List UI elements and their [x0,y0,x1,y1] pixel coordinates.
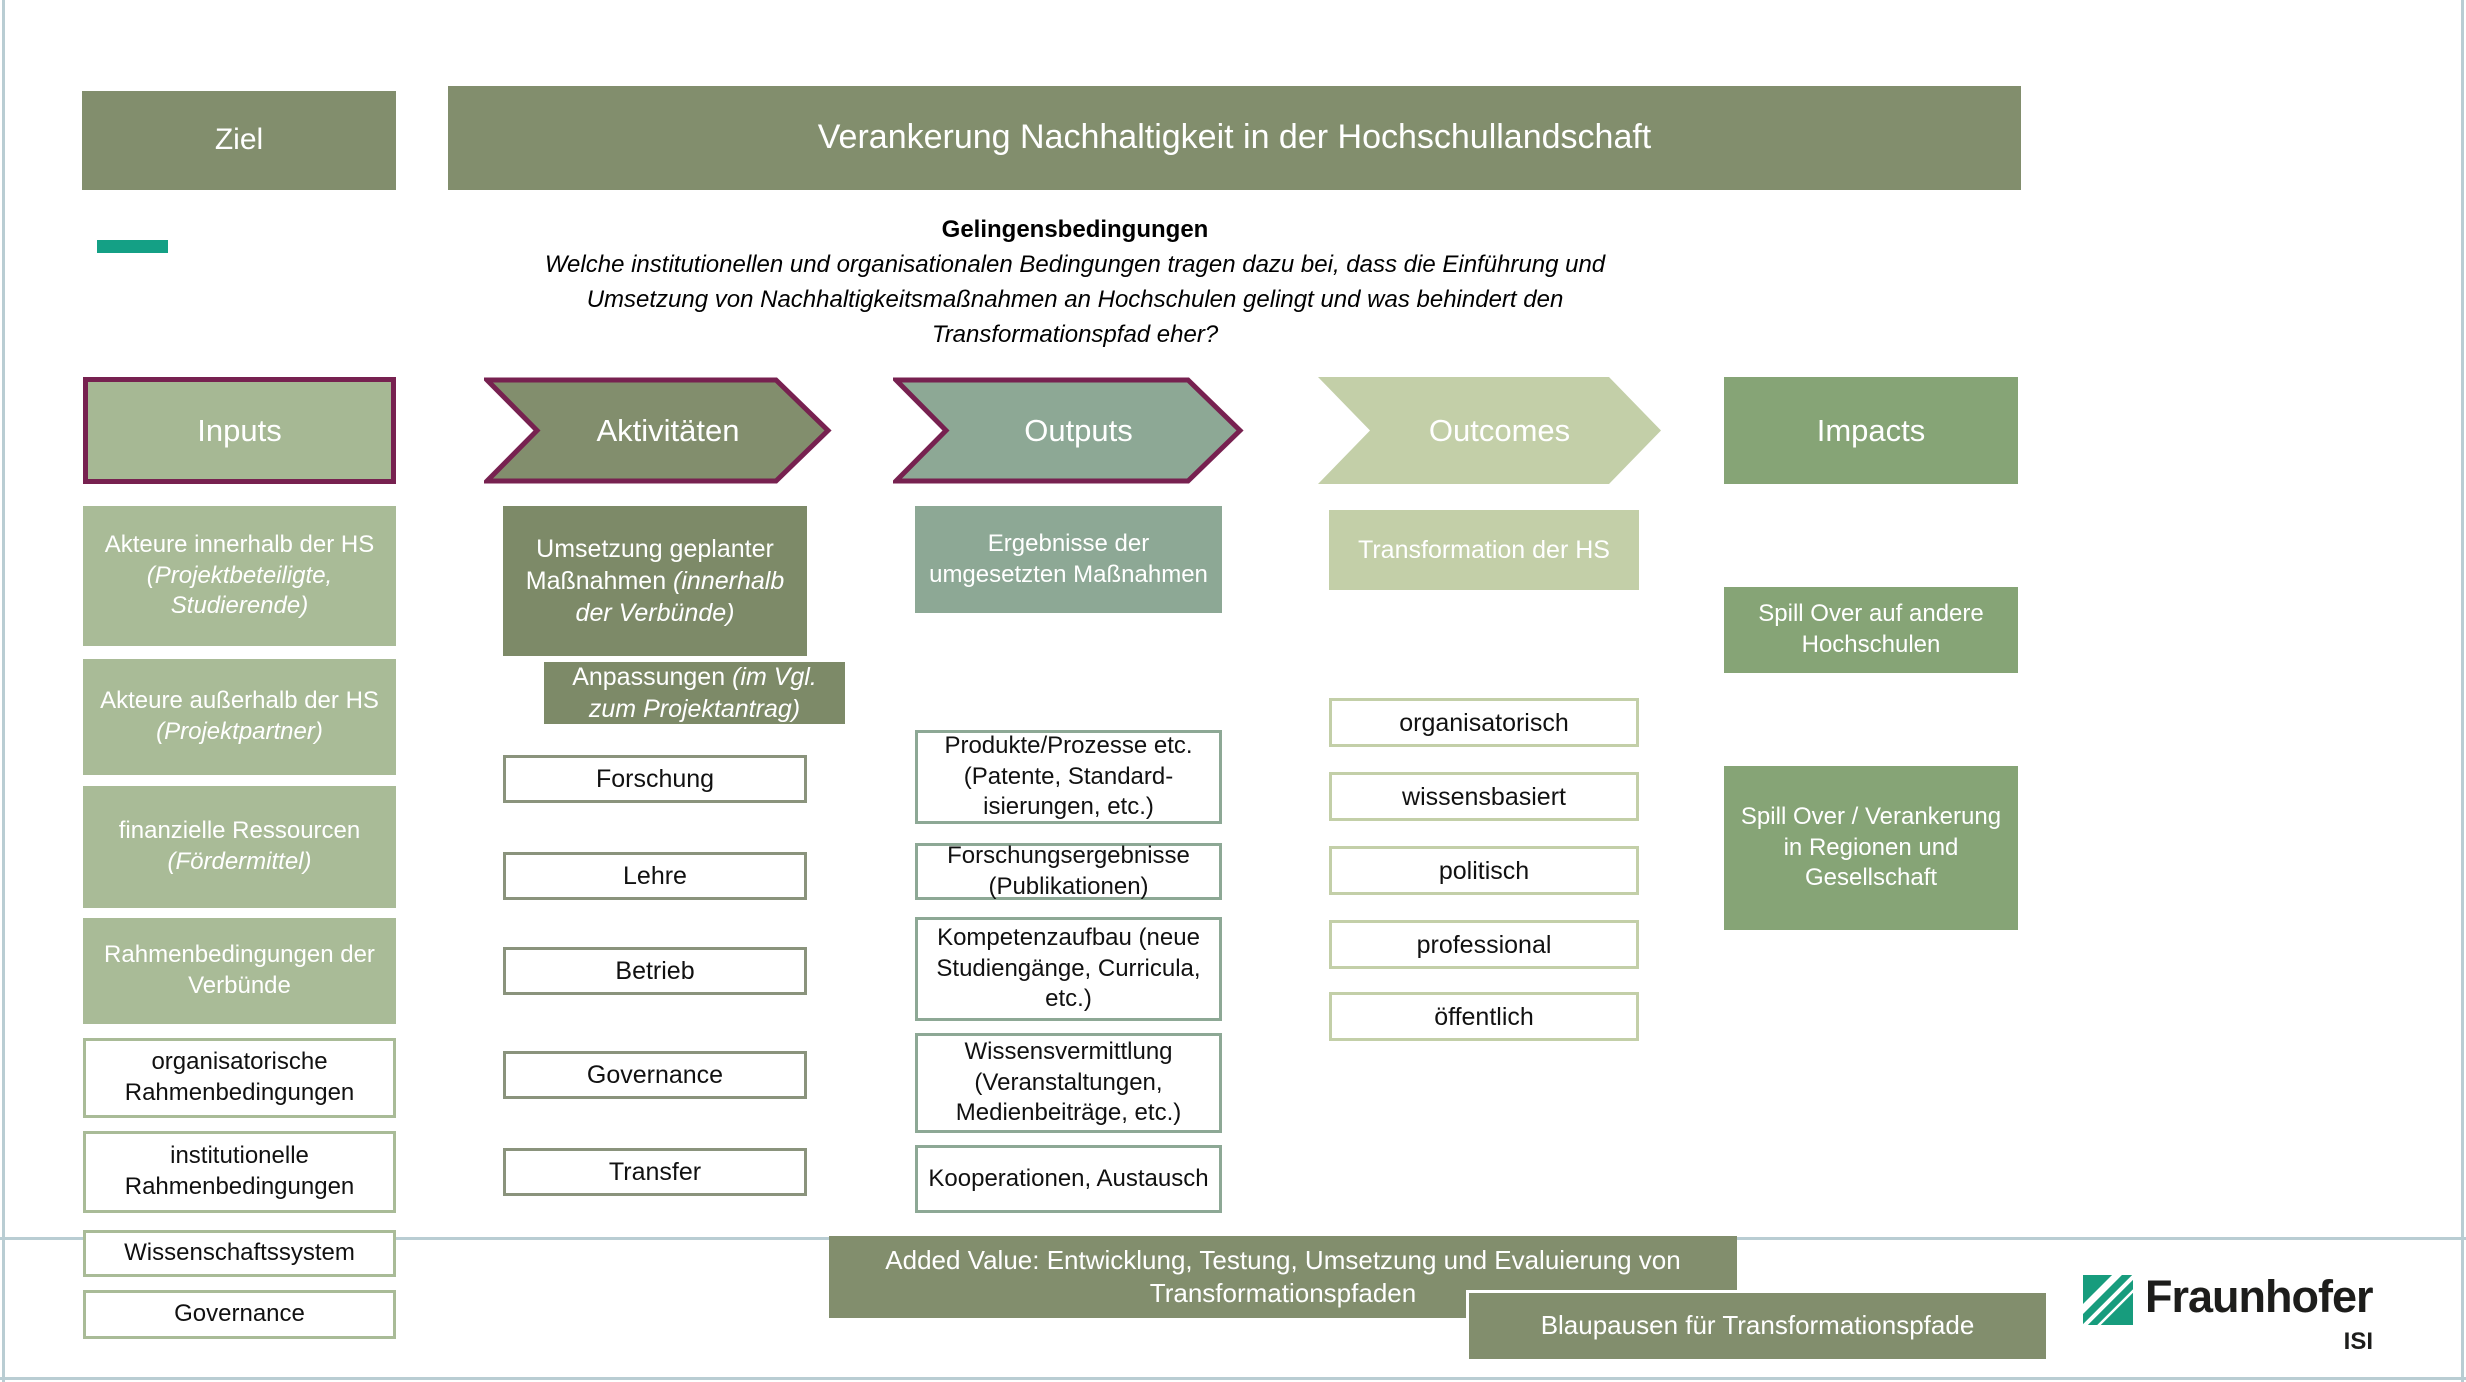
blueprints-bar: Blaupausen für Transformationspfade [1466,1290,2046,1359]
teal-accent-dash [97,240,168,253]
stage-outputs-label: Outputs [1024,412,1133,448]
fraunhofer-logo [2083,1270,2375,1360]
input-box-finanzielle-ressourcen: finanzielle Ressourcen (Fördermittel) [83,786,396,908]
frame-bottom-border [0,1377,2466,1380]
input-box-akteure-innerhalb: Akteure innerhalb der HS (Projektbeteiligte, Studierende) [83,506,396,646]
output-box-forschungsergebnisse: Forschungsergebnisse (Publikationen) [915,843,1222,900]
ziel-box [82,91,396,190]
impact-box-spillover-regionen: Spill Over / Verankerung in Regionen und Gesellschaft [1724,766,2018,930]
input-box-akteure-ausserhalb: Akteure außerhalb der HS (Projektpartner) [83,659,396,775]
conditions-heading: Gelingensbedingungen [941,216,1209,243]
output-box-ergebnisse: Ergebnisse der umgesetzten Maßnahmen [915,506,1222,613]
activity-box-lehre: Lehre [503,852,807,900]
output-box-produkte: Produkte/Prozesse etc. (Patente, Standard-isierungen, etc.) [915,730,1222,824]
activity-box-transfer: Transfer [503,1148,807,1196]
frame-right-border [2461,0,2464,1382]
frame-left-border [2,0,5,1382]
outcome-box-transformation: Transformation der HS [1329,510,1639,590]
input-box-institutionelle: institutionelle Rahmenbedingungen [83,1131,396,1213]
input-box-wissenschaftssystem: Wissenschaftssystem [83,1230,396,1277]
stage-aktivitaeten-label: Aktivitäten [596,412,740,448]
outcome-box-oeffentlich: öffentlich [1329,992,1639,1041]
goal-title-banner [448,86,2021,190]
activity-box-betrieb: Betrieb [503,947,807,995]
activity-box-forschung: Forschung [503,755,807,803]
fraunhofer-isi-label: ISI [2343,1328,2373,1355]
fraunhofer-wordmark: Fraunhofer [2145,1271,2373,1322]
outcome-box-politisch: politisch [1329,846,1639,895]
ziel-label: Ziel [214,123,264,157]
outcome-box-professional: professional [1329,920,1639,969]
stage-aktivitaeten [484,377,832,484]
impact-box-spillover-hochschulen: Spill Over auf andere Hochschulen [1724,587,2018,673]
output-box-wissensvermittlung: Wissensvermittlung (Veranstaltungen, Medienbeiträge, etc.) [915,1033,1222,1133]
stage-impacts [1724,377,2018,484]
output-box-kompetenzaufbau: Kompetenzaufbau (neue Studiengänge, Curricula, etc.) [915,917,1222,1021]
input-box-governance: Governance [83,1290,396,1339]
stage-inputs [83,377,396,484]
stage-impacts-label: Impacts [1816,412,1926,448]
goal-title: Verankerung Nachhaltigkeit in der Hochschullandschaft [817,118,1652,157]
input-box-organisatorische: organisatorische Rahmenbedingungen [83,1038,396,1118]
stage-outcomes [1318,377,1661,484]
stage-inputs-label: Inputs [197,412,282,448]
added-value-bar: Added Value: Entwicklung, Testung, Umsetzung und Evaluierung von Transformationspfaden [829,1236,1737,1318]
fraunhofer-logo-icon [2083,1275,2133,1325]
activity-box-governance: Governance [503,1051,807,1099]
stage-outcomes-label: Outcomes [1428,412,1571,448]
input-box-rahmenbedingungen-verbuende: Rahmenbedingungen der Verbünde [83,918,396,1024]
activity-box-anpassungen: Anpassungen (im Vgl. zum Projektantrag) [541,659,848,727]
output-box-kooperationen: Kooperationen, Austausch [915,1145,1222,1213]
outcome-box-wissensbasiert: wissensbasiert [1329,772,1639,821]
conditions-block [490,212,1660,352]
conditions-question: Welche institutionellen und organisationalen Bedingungen tragen dazu bei, dass die Einführung und Umsetzung von Nachhaltigkeitsmaßnahmen an Hochschulen gelingt und was behindert den Transformationspfad eher? [544,251,1606,348]
activity-box-umsetzung: Umsetzung geplanter Maßnahmen (innerhalb der Verbünde) [503,506,807,656]
outcome-box-organisatorisch: organisatorisch [1329,698,1639,747]
stage-outputs [893,377,1244,484]
